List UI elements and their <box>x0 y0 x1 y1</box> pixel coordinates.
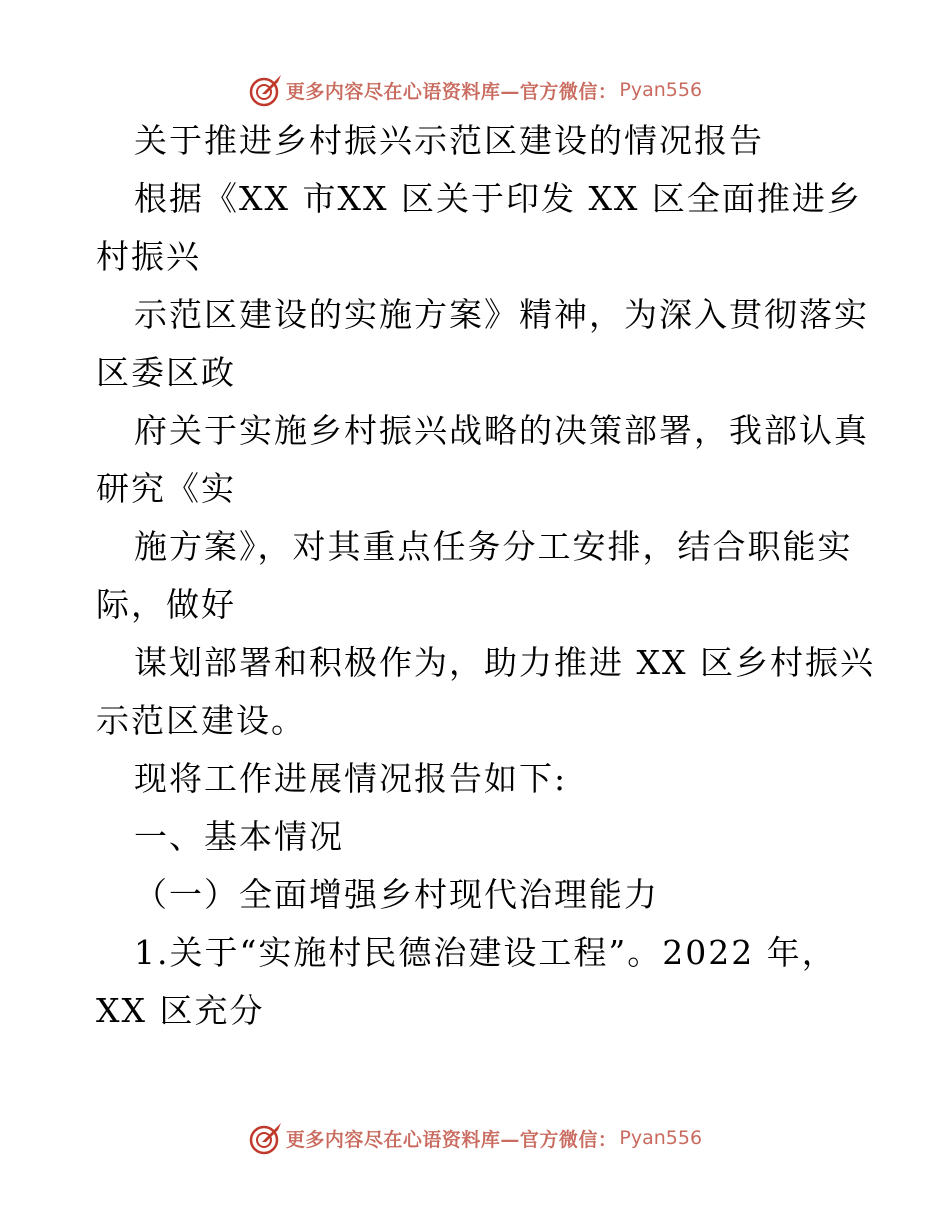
doc-line: 区委区政 <box>96 353 236 392</box>
doc-line: 示范区建设的实施方案》精神，为深入贯彻落实 <box>134 295 869 334</box>
watermark-contact: Pyan556 <box>619 1127 703 1149</box>
doc-line: 府关于实施乡村振兴战略的决策部署，我部认真 <box>134 411 869 450</box>
doc-line: XX 区充分 <box>96 991 265 1030</box>
doc-line: 际，做好 <box>96 585 236 624</box>
document-body <box>96 112 875 1040</box>
doc-title: 关于推进乡村振兴示范区建设的情况报告 <box>134 121 764 160</box>
quill-logo-icon <box>248 72 284 108</box>
doc-line: 村振兴 <box>96 237 201 276</box>
watermark-text: 更多内容尽在心语资料库—官方微信： <box>285 1128 618 1151</box>
doc-line: 现将工作进展情况报告如下: <box>134 759 568 798</box>
watermark-contact: Pyan556 <box>619 79 703 101</box>
doc-line: 1.关于“实施村民德治建设工程”。2022 年， <box>134 933 837 972</box>
doc-line: 研究《实 <box>96 469 236 508</box>
section-heading: 一、基本情况 <box>134 817 344 856</box>
doc-line: 根据《XX 市XX 区关于印发 XX 区全面推进乡 <box>134 179 862 218</box>
watermark-footer <box>0 1118 950 1158</box>
subsection-heading: （一）全面增强乡村现代治理能力 <box>134 875 659 914</box>
watermark-header <box>0 70 950 110</box>
doc-line: 施方案》，对其重点任务分工安排，结合职能实 <box>134 527 853 566</box>
quill-logo-icon <box>248 1120 284 1156</box>
doc-line: 谋划部署和积极作为，助力推进 XX 区乡村振兴 <box>134 643 875 682</box>
doc-line: 示范区建设。 <box>96 701 306 740</box>
watermark-text: 更多内容尽在心语资料库—官方微信： <box>285 80 618 103</box>
